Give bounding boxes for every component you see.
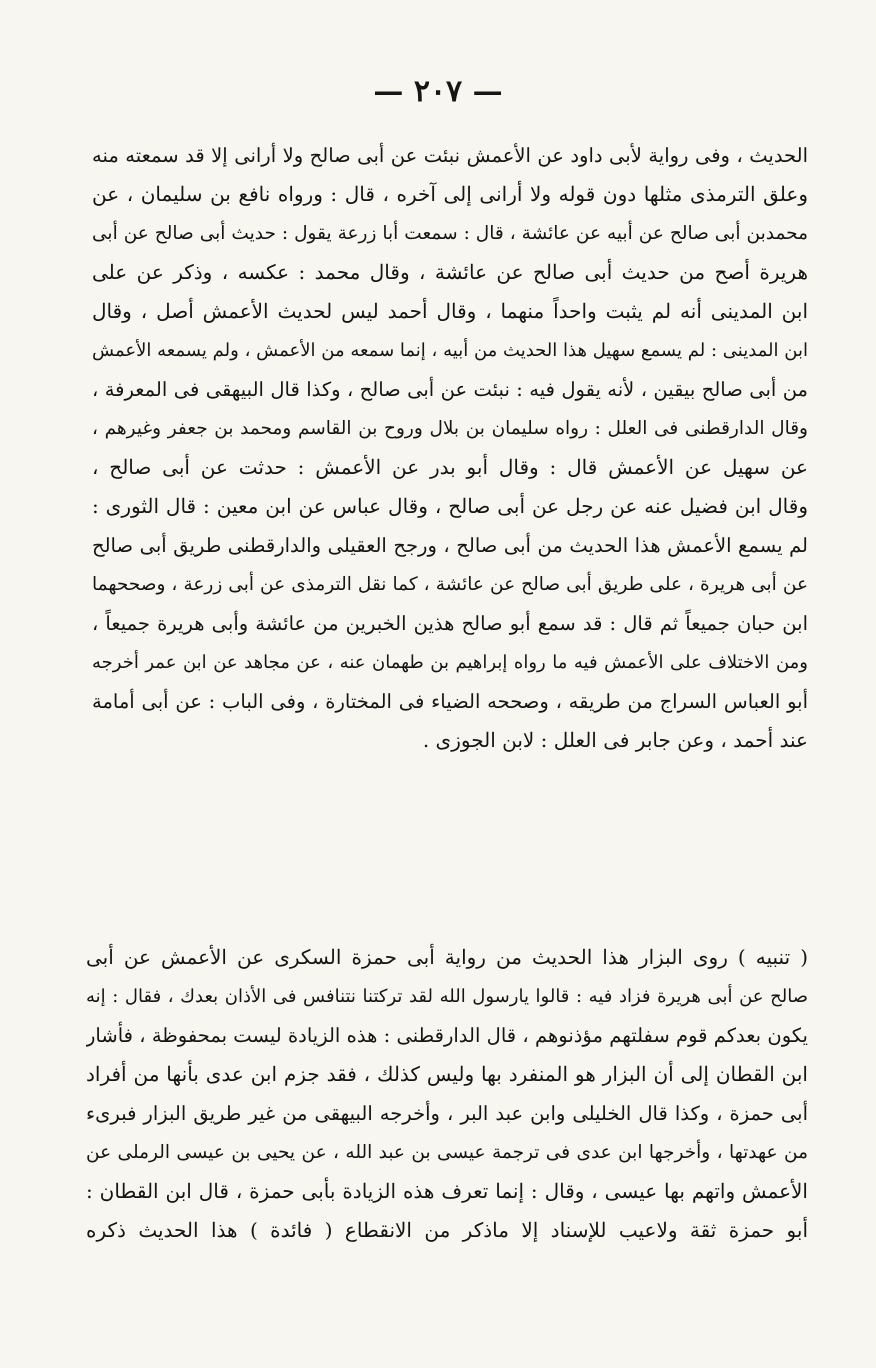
- text-line: أبو حمزة ثقة ولاعيب للإسناد إلا ماذكر من الانقطاع ( فائدة ) هذا الحديث ذكره: [86, 1218, 808, 1242]
- text-line: وقال الدارقطنى فى العلل : رواه سليمان بن بلال وروح بن القاسم ومحمد بن جعفر وغيرهم ،: [92, 418, 808, 439]
- text-line: ابن المدينى : لم يسمع سهيل هذا الحديث من أبيه ، إنما سمعه من الأعمش ، ولم يسمعه الأعمش: [92, 340, 808, 361]
- text-line: عن سهيل عن الأعمش قال : وقال أبو بدر عن الأعمش : حدثت عن أبى صالح ،: [92, 455, 808, 479]
- text-line: صالح عن أبى هريرة فزاد فيه : قالوا يارسول الله لقد تركتنا نتنافس فى الأذان بعدك ، فقال : إنه: [86, 986, 808, 1007]
- text-line: ابن المدينى أنه لم يثبت واحداً منهما ، وقال أحمد ليس لحديث الأعمش أصل ، وقال: [92, 299, 808, 323]
- text-line: ومن الاختلاف على الأعمش فيه ما رواه إبراهيم بن طهمان عنه ، عن مجاهد عن ابن عمر أخرجه: [92, 652, 808, 673]
- text-line: عن أبى هريرة ، على طريق أبى صالح عن عائشة ، كما نقل الترمذى عن أبى زرعة ، وصححهما: [92, 574, 808, 595]
- text-line: الحديث ، وفى رواية لأبى داود عن الأعمش نبئت عن أبى صالح ولا أرانى إلا قد سمعته منه: [92, 144, 808, 167]
- text-line: ( تنبيه ) روى البزار هذا الحديث من رواية أبى حمزة السكرى عن الأعمش عن أبى: [86, 945, 808, 969]
- text-line: وعلق الترمذى مثلها دون قوله ولا أرانى إلى آخره ، قال : ورواه نافع بن سليمان ، عن: [92, 182, 808, 206]
- page-number: — ٢٠٧ —: [373, 74, 503, 109]
- text-line: أبو العباس السراج من طريقه ، وصححه الضياء فى المختارة ، وفى الباب : عن أبى أمامة: [92, 690, 808, 713]
- text-line: عند أحمد ، وعن جابر فى العلل : لابن الجوزى .: [422, 728, 808, 752]
- text-line: ابن حبان جميعاً ثم قال : قد سمع أبو صالح هذين الخبرين من عائشة وأبى هريرة جميعاً ،: [92, 612, 808, 635]
- text-line: ابن القطان إلى أن البزار هو المنفرد بها وليس كذلك ، فقد جزم ابن عدى بأنها من أفراد: [86, 1062, 808, 1086]
- text-line: لم يسمع الأعمش هذا الحديث من أبى صالح ، ورجح العقيلى والدارقطنى طريق أبى صالح: [92, 534, 808, 557]
- text-line: هريرة أصح من حديث أبى صالح عن عائشة ، وقال محمد : عكسه ، وذكر عن على: [92, 260, 808, 284]
- note-paragraph: [86, 938, 808, 1250]
- text-line: من عهدتها ، وأخرجها ابن عدى فى ترجمة عيسى بن عبد الله ، عن يحيى بن عيسى الرملى عن: [86, 1142, 808, 1163]
- text-line: أبى حمزة ، وكذا قال الخليلى وابن عبد البر ، وأخرجه البيهقى من غير طريق البزار فبرىء: [86, 1102, 808, 1125]
- text-line: من أبى صالح بيقين ، لأنه يقول فيه : نبئت عن أبى صالح ، وكذا قال البيهقى فى المعرفة ،: [92, 378, 808, 401]
- text-line: الأعمش واتهم بها عيسى ، وقال : إنما تعرف هذه الزيادة بأبى حمزة ، قال ابن القطان :: [86, 1179, 808, 1203]
- text-line: يكون بعدكم قوم سفلتهم مؤذنوهم ، قال الدارقطنى : هذه الزيادة ليست بمحفوظة ، فأشار: [86, 1024, 808, 1047]
- text-line: وقال ابن فضيل عنه عن رجل عن أبى صالح ، وقال عباس عن ابن معين : قال الثورى :: [92, 494, 808, 518]
- text-line: محمدبن أبى صالح عن أبيه عن عائشة ، قال : سمعت أبا زرعة يقول : حديث أبى صالح عن أبى: [92, 223, 808, 244]
- main-paragraph: [92, 136, 808, 760]
